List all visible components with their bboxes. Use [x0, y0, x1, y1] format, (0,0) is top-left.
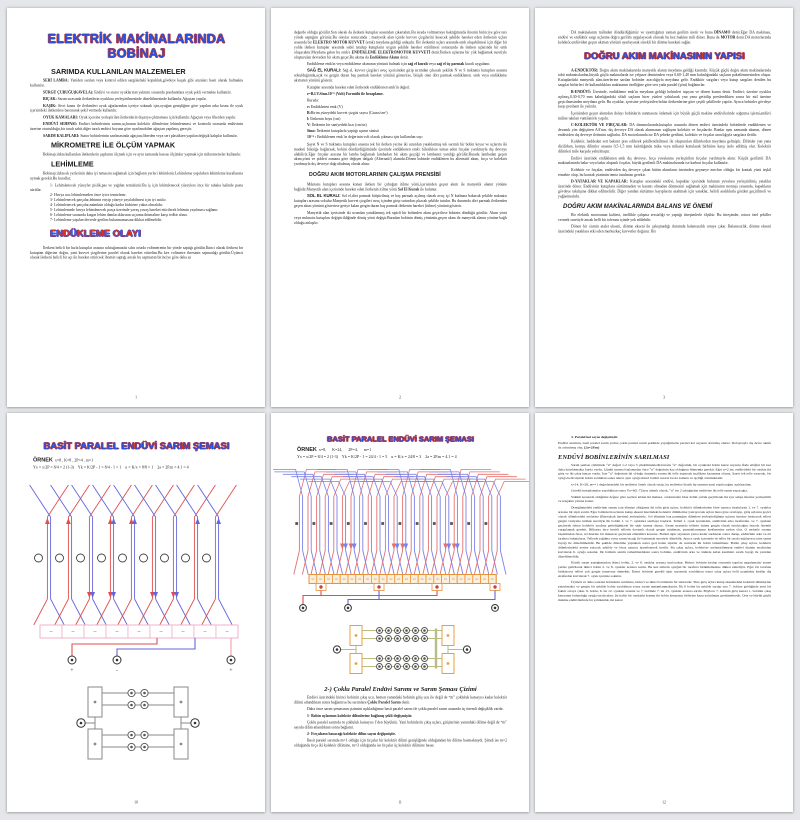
example-block — [30, 458, 243, 470]
paragraph: Sarım şeması çiziminde “u” değeri 1-2 veya 3 çıkabilmektedir.burada “u” değerinin, bir oyuktaki bobin kenar sayısını ifade ettiğini bir kez daha hatırlatmakta fayda vardır. Çünkü sarıma başlamadan önce “u” değerinin kaç olduğunu bilmemiz gerekir. Eğer u=2 ise, endüvideki bir oyukta iki giriş ve iki çıkış kenarı vardır. İşte “u” değerinin iki olduğu durumda sarımı iki telle yaparsak işçilikten kazanmış oluruz. Şayet tek telle sararsak, bir oyuğa belli sipirde bobin sardıktan sonra tekrar aynı oyuğa ikinci bobini sararız bu da zamanı ve işçiliği artırmaktadır. — [558, 462, 771, 481]
paragraph: SOL EL KURALI: Sol el,dört parmak bitiştirilmiş ve baş parmak açılmış olarak avuç içi N kutbuna bakacak şekilde mıknatıs kutupları arasına sokulur.Manyetik kuvvet çizgileri avuç içinden girip sırtından çıkacak şekilde tutulur. Bu durumda dört parmak iletkenden geçen akım yönünü gösterirse geriye kalan gergin duran baş parmak iletkenin hareket (itilme) yönünü gösterir. — [294, 193, 507, 209]
paragraph: SARIM KALIPLARI: Stator bobinlerinin sarılmasında ağaçtan,fiberden veya sert plastikten yapılan değişik kalıplar kullanılır. — [43, 133, 238, 138]
paragraph: Kolektör ve fırçalar, endüviden dış devreye çıkan bütün akımların üzerinden geçmeye mecbur olduğu bir kontak yüzü teşkil etmekte olup, bu kontak yüzünün temiz tutulması gerekir. — [558, 167, 771, 177]
wordart-heading: ELEKTRİK MAKİNALARINDA BOBİNAJ — [47, 32, 226, 61]
section-heading: SARIMDA KULLANILAN MALZEMELER — [51, 67, 186, 76]
section-heading: LEHİMLEME — [51, 160, 94, 169]
page-2-content — [294, 30, 507, 225]
document-page-3 — [535, 8, 793, 407]
paragraph: Mıknatıs kutupları arasına konan iletken bir çubuğun itilme yönü,içerisinden geçen akım ile manyetik alanın yönüne bağlıdır.Manyetik alan içerisinde hareket eden iletkenin itilme yönü Sol El Kuralı ile bulunur. — [294, 182, 507, 192]
bold-line: 3- Paralel kol sayısı değişmiştir. — [571, 435, 619, 439]
paragraph: İletkeni belirli bir hızla kutuplar arasına soktuğumuzda sıfırı ortada voltmetrenin bir yönde saptığı görülür.İkinci olarak iletkeni bir kutuptan diğerine doğru, yani kuvvet çizgilerine paralel olarak hareket ettirelim.Bu kez voltmetre ibresinin sapmadığı görülür.Üçüncü olarak iletkeni belirli bir açı ile hareket ettirirsek ibrenin saptığı ancak bu sapmanın birinciye göre daha az — [30, 245, 243, 260]
list-item: 6- Lehimleme sırasında kızgın lehim damlacıklarının sıçrama ihtimaline karşı tedbir alınır. — [50, 212, 188, 217]
paragraph: ENDÜVİ SEHPASI: Endüvi bobinlerinin sarımı,uçlarının kolektör dilimlerine lehimlenmesi ve kontrolü sırasında endüvinin üzerine oturtulduğu,bir tarafı sabit,diğer tarafı endüvi boyuna göre ayarlanabilen ağaçtan yapılmış gereçtir. — [30, 121, 243, 132]
paragraph: C-KOLEKTÖR VE FIRÇALAR: DA dinamolarında,kutuplar arasında dönen endüvi üzerindeki bobinlerde endüklenen ve devamlı yön değiştiren AA'nın, dış devreye DA olarak alınmasını sağlayan kolektör ve fırçalardır. Bunlar aynı zamanda akımın, dönen endüviden dış devreye iletimini sağlarlar. DA motorlarında ise DA şebeke gerilimi, kolektör ve fırçalar aracılığıyla sargılara iletilir. — [558, 122, 771, 137]
svg-text:+: + — [70, 667, 74, 674]
paragraph: Endükleme emk'in veya endükleme akımının yönünü bulmak için sağ el kuralı veya sağ el üç parmak kuralı uygulanır. — [307, 61, 491, 66]
page-10-content — [30, 441, 243, 775]
paragraph: DA makinalarını milinden döndürdüğümüz ve uyarttığımız zaman gerilim üretir ve buna DİNAMO denir.Eğer DA makinası, endüvi ve endüktör sargı uçlarına doğru gerilim uygulayacak olursak bu kez makine mili döner. Buna da MOTOR denir.DA motorlarında kolektör,endüviden geçen akımın yönünü ayarlayarak sürekli bir dönme hareketi sağlar. — [558, 30, 771, 45]
svg-text:-: - — [116, 667, 118, 674]
page-3-content — [558, 30, 771, 234]
example-formula: Yx = x/2P = 8/4 = 2 (1-3) Yk = K/2P - 1 = 24/4 - 1 = 5 u = K/x = 24/8 = 3 2a = 2P.m = 4.1 = 4 — [297, 454, 457, 460]
paragraph-lead: SÜRGÜ ÇUBUĞU(KAVELA): — [43, 89, 95, 95]
document-page-1 — [7, 8, 265, 407]
definition-line: Sinα: İletkenin kutuplarla yaptığı açının sinüsü — [307, 128, 379, 133]
italic-heading: ENDÜVİ BOBİNLERİNİN SARILMASI — [558, 452, 670, 461]
paragraph: Söküm sırasında aldığımız değere göre seçilen telden iki makara, ortalarından birer demir çubuk geçirilerek iki ayrı sehpa üzerine yerleştirilir ve tezgahın yanına konur. — [558, 494, 771, 504]
definition-line: V: İletkenin bir saniyedeki hızı (cm/sn) — [307, 122, 367, 127]
example-line — [33, 458, 243, 463]
example-params: x=8 , K=8 , 2P=4 , m=1 — [52, 457, 94, 463]
equivalent-circuit — [273, 622, 529, 682]
page-number: 10 — [134, 800, 138, 805]
winding-diagram — [9, 473, 265, 678]
wordart-heading: BASİT PARALEL ENDÜVİ SARIM ŞEMASI — [327, 435, 474, 444]
paragraph: Basit paralel sarımda m=1 olduğu için fırçalar bir kolektör dilimi genişliğinde olduğundan bir dilime basmaktaydı. Şimdi ise m=2 olduğunda fırça iki kolektör dilimine, m=3 olduğunda ise fırçalar üç kolektör dilimine basar. — [294, 737, 507, 748]
page-number: 12 — [662, 800, 666, 805]
list-item: 1- Lehimlenecek yüzeyler pislik,pas ve yağdan temizlenir.Bu iş için lehimlenecek yüzeylere ince bir tabaka halinde pasta sürülür. — [30, 182, 243, 193]
list-item: 2- Havya ucu lehimlemeden önce iyice temizlenir. — [50, 192, 127, 198]
document-page-12 — [535, 413, 793, 812]
paragraph: Örneğimizdeki endüvinin sarımı için elimize aldığımız iki telin giriş uçları, kolektör dilimlerinden birer uzunca bırakılarak 1. ve 7. oyuklar arasına bir sipir sarılır. Eğer bobinlerin uçlarını kutup ekseni üzerindeki kolektör dilimlerine yatırıyorsak uçları buna göre ortalayıp, giriş uçlarını geçici olarak dilimlerdeki yerlerine (Bayrakçık üzerine) yerleştiririz. Sol elimizin baş parmağını dilimlere yerleştirdiğimiz uçların üzerine bastırarak telleri gergin vaziyette tutmak suretiyle ilk bobini 1. ve 7. oyuklara sarmaya başlarız. Telleri 1. oyuk içersinden, endüvinin arka tarafından. ve 7. oyuktan geçirerek tekrar kolektör tarafına getirdiğimizde bir sipir sarmış oluruz. Sarım sırasında tellerin daima gergin olarak tutulacağını burada önemle vurgulamak gerekir. Bilhassa ince kesitli tellerin devamlı olarak gergin tutulması, parmaklarımızın kesilmesine neden olur. O nedenle sarıma başlamadan önce, tel üzerine bir makaron geçirerek ellerimizi koruruz. Bobini sipir sayısının yarısı kadar sardıktan sonra durup, endüvinin arka ve ön tarafına bakmalıyız. Tellerde yığılma varsa sarım bıçağı ile bastırmak suretiyle düzeltilir. Ayrıca oyuk içersinde de teller bir tarafa yığılıyorsa yine sarım bıçağı ile düzeltilmelidir. Bu şekilde düzeltme yaptıktan sonra geri kalan sipirler de sarılarak ilk bobin tamamlanır. Bobin çıkış uçları, kolektör dilimlerindeki yerine yatacak şekilde ve biraz uzunca işaretlenerek kesilir. Bu çıkış uçları, kolektöre yerleştirilmeyip endüvi dişinin etrafından kıvrılarak 6. oyuğa sokulur. İlk bobinin sarımı tamamlandıktan sonra bobinin, endüvinin arka ve önünde kalan kısımları sarım bıçağı ile yeniden düzeltilmelidir. — [558, 505, 771, 559]
example-params: x=8, K=24, 2P=4, m=1 — [316, 447, 372, 453]
list-item: 5- Lehimlemede havya lehimlenecek parça üzerinde yavaş yavaş hareket ettirilerek lehimin yayılması sağlanır. — [50, 207, 219, 213]
paragraph: Endüvi üzerindeki birinci bobinin çıkış ucu, hemen yanındaki bobinin giriş ucu ile değil de “m” çokluluk katsayısı kadar kolektör dilimi atlandıktan sonra bağlanırsa bu sarımlara Çoklu Paralel Sarım denir. — [294, 694, 507, 705]
paragraph: OYUK KAMALARI: Oyuk içersine yerleştirilen iletkenlerin dışarıya çıkmaması için kullanılır.Ağaçtan veya fiberden yapılır. — [43, 114, 237, 120]
definition-list — [294, 105, 507, 140]
page-number: 1 — [135, 395, 137, 400]
paragraph: KAŞIK: Sivri kısmı ile iletkenleri oyuk ağızlarından içeriye sokmak için,oyuğun genişliğine göre yapılan arka kısmı ile oyuk içersindeki iletkenlere bastırarak şekil vermede kullanılır. — [30, 103, 244, 113]
wordart-heading: ENDÜKLEME OLAYI — [50, 228, 141, 239]
paragraph: Daha önce sarım şemasının çizimini açıkladığımız basit paralel sarım ile çoklu paralel sarım arasında üç önemli değişiklik vardır. — [307, 706, 504, 712]
paragraph: A-ENDÜKTÖR: Doğru akım makinalarında manyetik alanın meydana geldiği kısımdır. Küçük güçlü doğru akım makinalarında tabii mıknatıslardan,büyük güçlü makinalarda ise yelpaze demirinden veya 0,60-1,40 mm kalınlığındaki saçların paketlenmesinden oluşur. Kutuplardaki manyetik alan,üzerlerine sarılan bobinler aracılığıyla meydana gelir. Endüktör sargıları veya kutup sargıları denilen bu sargılar birbirleri ile kullanıldıkları makinanın özelliğine göre seri yada paralel (şönt) bağlanırlar. — [558, 67, 771, 88]
page-1-content — [30, 32, 243, 260]
paragraph: SAĞ EL KURALI: Sağ el, kuvvet çizgileri avuç içerisinden girip sırtından çıkacak şekilde N ve S mıknatıs kutupları arasına sokulduğunda,açık ve gergin duran baş parmak hareket yönünü gösterirse, bitişik olan dört parmak endüklenen. emk veya endükleme akımının yönünü gösterir. — [294, 67, 508, 83]
paragraph-lead: D-YATAKLAR VE KAPAKLAR: — [571, 179, 630, 184]
paragraph: SERİ LAMBA: Yeniden sarılan veya kontrol edilen sargılardaki kopukluk,gövdeye kaçak gibi arızaları basit olarak bulmakta kullanılır. — [30, 78, 243, 88]
paragraph-lead: KAŞIK: — [43, 103, 59, 108]
svg-text:+: + — [229, 667, 233, 674]
paragraph: Bobinajcılıkta ek yerlerinin daha iyi temasını sağlamak için bağlantı yerleri lehimlenir.Lehimleme yapılırken lehimleme kurallarına uymak gerekir.Bu kurallar; — [30, 171, 243, 181]
example-block — [294, 448, 507, 460]
definition-line: B:Birim yüzeydeki kuvvet çizgisi sayısı (Gauss/cm²) — [307, 110, 388, 116]
paragraph: Bobinajcılıkta kullanılan iletkenlerin çaplarını ölçmek için ve aynı zamanda hassas ölçümler yapmak için mikrometreler kullanılır. — [43, 152, 242, 157]
paragraph-lead: SOL EL KURALI: — [307, 193, 342, 199]
paragraph: Kolektör, haddeden sert bakırın pres edilerek şekillendirilmesi ile oluşturulan dilimlerden meydana gelmiştir. Dilimler yan yana dizilirken, komşu dilimler arasına 0,5-1,5 mm kalınlığında mika veya mikanit konularak birbirine karşı izole edilmiş olur. Kolektör dilimleri mile karşıda yalıtılmıştır. — [558, 139, 771, 154]
equivalent-circuit-wrap — [294, 622, 507, 682]
definition-symbol: B: — [307, 110, 311, 116]
document-page-10 — [7, 413, 265, 812]
paragraph-lead: SARIM KALIPLARI: — [43, 133, 81, 138]
page-12-content — [558, 435, 771, 602]
list-item: 4- Lehimlenecek parçalar,mümkün olduğu kadar birbirine yakın olmalıdır. — [50, 202, 163, 208]
numbered-list — [30, 183, 243, 223]
paragraph: Bir elektrik motorunun kalitesi, özellikle çalışma sessizliği ve yaptığı titreşimlerle ölçülür. Bu titreşimler, rotora özel şekiller vermek suretiyle ancak belli bir tolerans içinde yok edilebilir. — [558, 212, 771, 222]
paragraph: SÜRGÜ ÇUBUĞU(KAVELA): Endüvi ve stator oyuklarının yalıtımı sırasında presbantlara oyuk şekli vermekte kullanılır. — [43, 89, 232, 95]
paragraph: İçerisinden geçen akımdan dolayı bobinlerin ısınmasını önlemek için büyük güçlü makine endüvilerinde soğutma işlemi,endüvi miline takılan vantilatörle yapılır. — [558, 110, 771, 121]
paragraph-lead: OYUK KAMALARI: — [43, 114, 80, 120]
paragraph: Manyetik alan içerisinde iki ucundan yataklanmış tek sipirli bir bobinden akım geçirilirse bobinin döndüğü görülür. Akım yönü veya mıknatıs kutupları değiştirildiğinde dönüş yönü değişir.Buradan bobinin dönüş yönünün,geçen akım ile manyetik alanın yönüne bağlı olduğu anlaşılır. — [294, 210, 507, 225]
paragraph-lead: SERİ LAMBA: — [43, 78, 71, 83]
winding-diagram — [273, 463, 529, 621]
paragraph: B-ENDÜVİ: Üzerinde, endükleme emk'in meydana geldiği bobinleri taşıyan ve dönen kısma denir. Endüvi; üzerine oyuklar açılmış,0,30-0,70 mm kalınlığındaki silisli saçların birer yüzleri yalıtılarak yan yana getirilip preslendikten sonra bir mil üzerine geçirilmesinden meydana gelir. Bu oyuklar, içerisine yerleştirilen bobin iletkenlerine göre çeşitli şekillerde yapılır. Ayrıca bobinler gövdeye karşı presbant ile yalıtılır. — [558, 89, 772, 109]
paragraph: D-YATAKLAR VE KAPAKLAR: Kutuplar arasındaki endüvi, kapaklar içersinde bulunan yuvalara yerleştirilmiş yataklar üzerinde döner. Endüvinin kutuplara sürtünmeden ve kasıntı olmadan dönmesini sağlamak için makinanın montajı sırasında, kapakların gövdeye takılışına dikkat edilmelidir. Diğer yandan sürtünme kayıplarını azaltmak için yataklar, belirli aralıklarla gözden geçirilmeli ve yağlanmalıdır. — [558, 179, 771, 199]
wordart-heading: DOĞRU AKIM MAKİNASININ YAPISI — [584, 50, 745, 62]
winding-diagram-wrap — [294, 463, 507, 621]
document-page-2 — [271, 8, 529, 407]
page-11-content — [294, 435, 507, 748]
bold-line: 2- Fırçaların basacağı kolektör dilim sayısı değişmiştir. — [307, 731, 396, 736]
list-item: 3- Lehimlenecek parçalar,lehimin eriyip yüzeye yayılabilmesi için iyi ısıtılır. — [50, 197, 167, 203]
definition-line: l: İletkenin boyu (cm) — [307, 116, 341, 122]
document-page-11 — [271, 413, 529, 812]
paragraph-lead: BIÇAK: — [43, 96, 58, 102]
equivalent-circuit-wrap — [30, 679, 243, 775]
example-line — [297, 448, 507, 453]
example-label: ÖRNEK — [33, 456, 53, 463]
winding-diagram-wrap — [30, 473, 243, 678]
page-number: 3 — [663, 395, 665, 400]
paragraph: x=14, K=28, m=+1 değerlerindeki bir endüviyi örnek olarak seçip, bu endüviye klasik tip sarımın nasıl yapılacağını açıklayalım. — [571, 482, 752, 487]
paragraph: Gerekli hesaplamalar yapıldıktan sonra Yx=6(1-7) kısa adımlı olarak, “u” ise 2 çıktığından endüviye iki telle sarım yapacağız. — [571, 488, 748, 493]
definition-line: e: Endüklenen emk (V) — [307, 104, 343, 110]
sub-heading: DOĞRU AKIM MOTORLARININ ÇALIŞMA PRENSİBİ — [309, 171, 441, 178]
example-formula: Yx = x/2P = 8/4 = 2 (1-3) Yk = K/2P - 1 = 8/4 - 1 = 1 u = K/x = 8/8 = 1 2a = 2P.m = 4.1 = 4 — [33, 464, 189, 470]
paragraph: Endüvi sarımını, basit paralel sarım yerine çoklu paralel sarım şeklinde yaptığımızda paralel kol sayısını arttırmış oluruz. Dolayısıyla dış devre akımı da arttırılmış olur. (2a=2P.m) — [558, 440, 771, 450]
paragraph-lead: ENDÜVİ SEHPASI: — [43, 121, 79, 127]
definition-symbol: Sinα: — [307, 128, 316, 133]
paragraph: Dönen bir cismin atalet ekseni, dönme ekseni ile çakışmadığı durumda balanssızlık ortaya çıkar. Balanssızlık, dönme ekseni üzerindeki yataklara etki eden merkezkaç kuvvetler doğurur. Bir — [558, 224, 771, 234]
paragraph-lead: A-ENDÜKTÖR: — [571, 67, 600, 73]
bold-line: 1- Bobin uçlarının kolektör dilimlerine bağlanış şekli değişmiştir. — [307, 713, 413, 718]
list-item: 7- Lehimleme yapılan devrede gerilim bulunmamasına dikkat edilmelidir. — [50, 217, 163, 222]
definition-symbol: e: — [307, 104, 310, 110]
page-number: 11 — [398, 800, 402, 805]
paragraph-lead: B-ENDÜVİ: — [571, 89, 593, 94]
paragraph-lead: SAĞ EL KURALI: — [307, 67, 343, 73]
paragraph: Şayet N ve S mıknatıs kutupları arasına tek bir iletken yerine iki ucundan yataklanmış tek sarımlı bir bobin koyar ve uçlarını iki madeni bileziğe bağlarsak, bobini döndürdüğümüzde üzerinde endüklenen emk'ı bileziklere temas eden fırçalar yardımıyla dış devreye alabiliriz.Eğer fırçalar arasına bir lamba bağlarsak lambadan bir akım geçtiği ve lambanın yandığı görülür.Burada lambadan geçen akım,yönü ve şiddeti zamana göre değişen dalgalı (Alternatif) akımdır.Dönen bobinde endüklenen bu alternatif akım, fırça ve kolektör yardımıyla dış devreye doğrultulmuş olarak alınır. — [294, 141, 507, 167]
definition-symbol: 10⁻⁸ : — [307, 134, 317, 139]
bold-line: e=B.l.V.Sinα.10⁻⁸ (Volt) Formülü ile hesaplanır. — [307, 91, 384, 96]
paragraph: Çoklu paralel sarımda m çokluluk katsayısı 1'den büyüktür. Yani bobinlerin çıkış uçları, girişlerinin yanındaki dilime değil de “m” sayıda dilim atlandıktan sonra bağlanır. — [294, 719, 507, 730]
example-label: ÖRNEK — [297, 446, 317, 453]
paragraph-lead: C-KOLEKTÖR VE FIRÇALAR: — [571, 122, 630, 128]
italic-heading: DOĞRU AKIM MAKİNALARINDA BALANS VE ÖNEMİ — [563, 202, 713, 210]
paragraph: Klasik sarım yaptığımızdan ikinci bobin, 2. ve 8. oyuklar arasına sarılacaktır. Birinci bobinin sarılışı sırasında yapılan uygulamalar aynen yerine getirilerek ikinci bobin 2. ve 8. oyuklar arasına sarılır. Bu kez tellerin oyuğun bir tarafına birikmemesine dikkat etmeliyiz. Eğer bir tarafına birikiyorsa telleri çok gergin tutuyoruz demektir. İkinci bobinde gerekli sipir sayısında sarıldıktan sonra çıkış uçları belli uzunlukta kesilip diş etrafından kıvrılarak 7. oyuk içersine sokulur. — [558, 560, 771, 578]
wordart-heading: BASİT PARALEL ENDÜVİ SARIM ŞEMASI — [43, 441, 230, 452]
italic-heading: 2-) Çoklu Paralel Endüvi Sarımı ve Sarım Şeması Çizimi — [324, 685, 477, 693]
paragraph: Üçüncü ve daha sonraki bobinlerin sarılması, birinci ve ikinci bobinlerin bir tekrarıdır. Yine giriş uçları kutup eksenindeki kolektör dilimlerine yatırılmakta ve gergin bir şekilde bobin sarıldıktan sonra sarım tamamlanmaktadır. İlk 6 bobin bu şekilde sarılıp sıra 7. bobine geldiğinde yeni bir faktör ortaya çıkar. 6. bobin, 6. ile 12. oyuklar arasına ve 7. bobinde 7. ile 13. oyuklar arasına sarılır. Böylece 7. bobinin giriş kenarı 1. bobinin çıkış kenarının bulunduğu oyuğa sarılacaktır. Şu halde bir oyuktaki komşu iki bobin kenarının birbirine karşı yalıtılması gerekmektedir. Orta ve büyük güçlü makine endüvilerinde bu yalıtkanlık, iki kenar — [558, 580, 771, 602]
equivalent-circuit — [9, 679, 265, 775]
paragraph: Kutuplar arasında hareket eden iletkende endüklenen emk'in değeri: — [307, 84, 411, 90]
definition-symbol: l: — [307, 116, 310, 122]
paragraph: değerde olduğu görülür.Son olarak da iletkeni kutuplar arasından çıkartalım.Bu sırada voltmetreye baktığımızda ibrenin birinciye göre ters yönde saptığını görürüz.Bu olaylar sonucunda ; manyetik alan içinde kuvvet çizgilerini kesecek şekilde hareket eden iletkenin uçları arasında bir ELEKTRO MOTOR KUVVET (emk) meydana geldiği anlaşılır. Bir iletkenin uçları arasında emk oluşabilmesi için diğer bir yolda iletken kutuplar arasında sabit tutulup kutupların uygun şekilde hareket ettirilmesi sonucunda da iletken uçlarında bir emk oluşacaktır.Meydana gelen bu emk'e ENDÜKLEME ELEKTROMOTOR KUVVETİ denir.İletken uçlarına bir yük bağlamak suretiyle oluşturulan devreden bir akım geçer.Bu akıma da Endükleme Akımı denir. — [294, 30, 507, 60]
paragraph: Burada: — [307, 97, 320, 103]
page-number: 2 — [399, 395, 401, 400]
definition-symbol: V: — [307, 122, 311, 127]
definition-line: 10⁻⁸ : Endüklenen emk 'in değerinin volt olarak çıkması için kullanılan sayı — [307, 134, 423, 139]
paragraph: Endüvi üzerinde endüklenen emk dış devreye, fırça yuvalarına yerleştirilen fırçalar yardımıyla alınır. Küçük gerilimli DA makinalarında bakır veya bakır alaşımlı fırçalar, büyük gerilimli DA makinalarında ise karbon fırçalar kullanılır. — [558, 155, 771, 166]
paragraph: BIÇAK: Sarım sırasında iletkenlerin oyuklara yerleştirilmesinde düzeltilmesinde kullanılır.Ağaçtan yapılır. — [43, 96, 207, 102]
section-heading: MİKROMETRE İLE ÖLÇÜM YAPMAK — [51, 141, 176, 150]
